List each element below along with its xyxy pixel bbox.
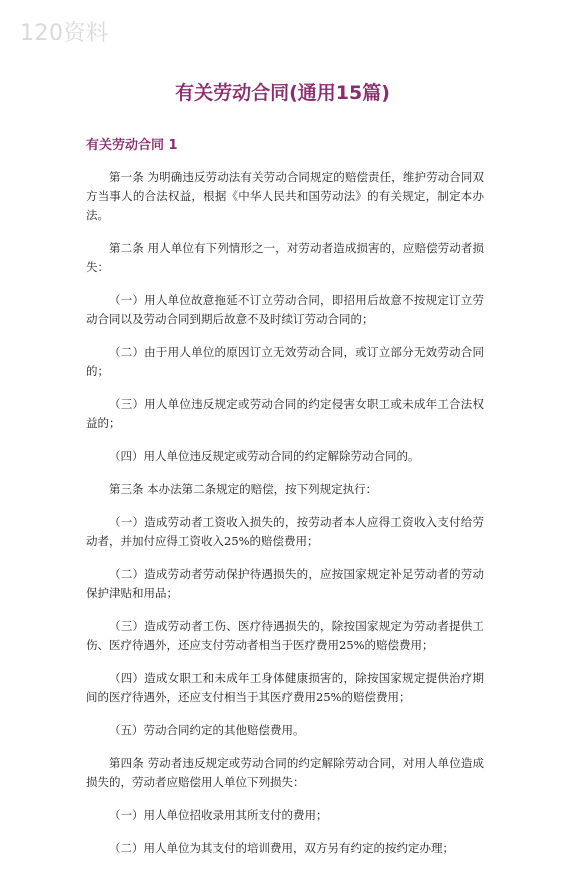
- paragraph-item: （四）造成女职工和未成年工身体健康损害的，除按国家规定提供治疗期间的医疗待遇外，还应支付相当于其医疗费用25%的赔偿费用；: [86, 671, 484, 704]
- paragraph-article-4: 第四条 劳动者违反规定或劳动合同的约定解除劳动合同，对用人单位造成损失的，劳动者应赔偿用人单位下列损失：: [86, 756, 484, 789]
- paragraph-item: （四）用人单位违反规定或劳动合同的约定解除劳动合同的。: [109, 449, 420, 463]
- paragraph-item: （三）造成劳动者工伤、医疗待遇损失的，除按国家规定为劳动者提供工伤、医疗待遇外，还应支付劳动者相当于医疗费用25%的赔偿费用；: [86, 619, 484, 652]
- paragraph-item: （二）造成劳动者劳动保护待遇损失的，应按国家规定补足劳动者的劳动保护津贴和用品；: [86, 567, 484, 600]
- paragraph-item: （二）由于用人单位的原因订立无效劳动合同，或订立部分无效劳动合同的；: [86, 345, 484, 378]
- paragraph-item: （一）造成劳动者工资收入损失的，按劳动者本人应得工资收入支付给劳动者，并加付应得工资收入25%的赔偿费用；: [86, 515, 484, 548]
- paragraph-item: （一）用人单位招收录用其所支付的费用；: [109, 808, 328, 822]
- document-body: [86, 168, 484, 872]
- paragraph-item: （五）劳动合同约定的其他赔偿费用。: [109, 723, 305, 737]
- paragraph-article-1: 第一条 为明确违反劳动法有关劳动合同规定的赔偿责任，维护劳动合同双方当事人的合法权益，根据《中华人民共和国劳动法》的有关规定，制定本办法。: [86, 170, 484, 222]
- document-title: 有关劳动合同(通用15篇): [175, 82, 390, 104]
- paragraph-article-2: 第二条 用人单位有下列情形之一，对劳动者造成损害的，应赔偿劳动者损失：: [86, 241, 484, 274]
- paragraph-item: （二）用人单位为其支付的培训费用，双方另有约定的按约定办理；: [109, 841, 454, 855]
- section-heading: 有关劳动合同 1: [86, 138, 178, 153]
- paragraph-article-3: 第三条 本办法第二条规定的赔偿，按下列规定执行：: [109, 482, 378, 496]
- paragraph-item: （一）用人单位故意拖延不订立劳动合同，即招用后故意不按规定订立劳动合同以及劳动合同到期后故意不及时续订劳动合同的；: [86, 293, 484, 326]
- watermark: 120资料: [20, 21, 109, 46]
- paragraph-item: （三）用人单位违反规定或劳动合同的约定侵害女职工或未成年工合法权益的；: [86, 397, 484, 430]
